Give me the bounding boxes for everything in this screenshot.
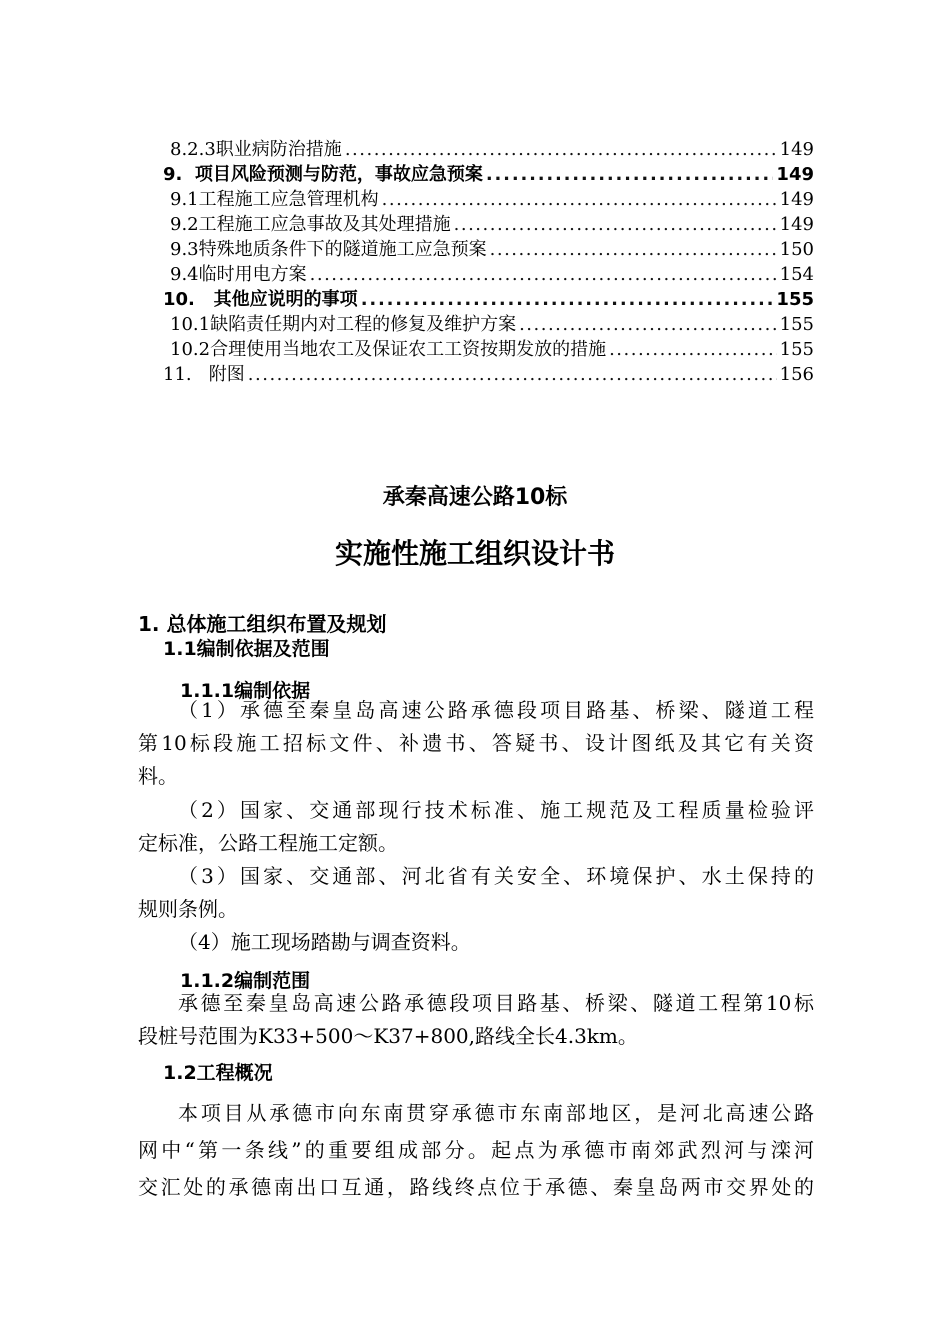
toc-entry-page: 155: [779, 314, 814, 335]
toc-entry-title: 8.2.3职业病防治措施: [170, 139, 342, 160]
toc-entry[interactable]: [170, 262, 814, 287]
toc-leader-dots: [248, 362, 777, 387]
toc-leader-dots: [454, 212, 777, 237]
toc-entry-page: 156: [779, 364, 814, 385]
paragraph-line: 本项目从承德市向东南贯穿承德市东南部地区，是河北高速公路: [178, 1101, 814, 1125]
toc-entry[interactable]: [163, 362, 814, 387]
toc-leader-dots: [519, 312, 777, 337]
paragraph-line: （3）国家、交通部、河北省有关安全、环境保护、水土保持的: [178, 864, 814, 888]
paragraph-line: 料。: [138, 764, 178, 788]
toc-entry-title: 10. 其他应说明的事项: [163, 289, 358, 310]
toc-entry-title: 10.2合理使用当地农工及保证农工工资按期发放的措施: [170, 339, 607, 360]
toc-entry-title: 9. 项目风险预测与防范，事故应急预案: [163, 164, 483, 185]
toc-leader-dots: [486, 162, 774, 187]
section-heading-1-1-1: 1.1.1编制依据: [180, 680, 311, 702]
toc-entry-title: 10.1缺陷责任期内对工程的修复及维护方案: [170, 314, 517, 335]
paragraph-line: 承德至秦皇岛高速公路承德段项目路基、桥梁、隧道工程第10标: [178, 991, 814, 1015]
section-heading-1-1-2: 1.1.2编制范围: [180, 970, 311, 992]
toc-entry-page: 154: [779, 264, 814, 285]
basis-item-2: [138, 794, 814, 860]
toc-entry[interactable]: [170, 187, 814, 212]
toc-entry-title: 9.1工程施工应急管理机构: [170, 189, 379, 210]
toc-entry-page: 149: [779, 214, 814, 235]
toc-entry[interactable]: [170, 312, 814, 337]
paragraph-line: 网中“第一条线”的重要组成部分。起点为承德市南郊武烈河与滦河: [138, 1138, 814, 1162]
toc-entry-page: 149: [779, 139, 814, 160]
toc-leader-dots: [382, 187, 777, 212]
toc-leader-dots: [310, 262, 777, 287]
toc-entry-page: 149: [776, 164, 814, 185]
paragraph-line: 段桩号范围为K33+500～K37+800,路线全长4.3km。: [138, 1024, 638, 1048]
toc-entry-page: 149: [779, 189, 814, 210]
paragraph-line: 规则条例。: [138, 897, 238, 921]
toc-entry[interactable]: [170, 337, 814, 362]
paragraph-line: （2）国家、交通部现行技术标准、施工规范及工程质量检验评: [178, 798, 814, 822]
toc-entry-title: 11. 附图: [163, 364, 245, 385]
toc-leader-dots: [609, 337, 777, 362]
paragraph-line: （4）施工现场踏勘与调查资料。: [178, 930, 471, 954]
toc-entry-page: 150: [779, 239, 814, 260]
section-heading-1-2: 1.2工程概况: [163, 1062, 273, 1084]
toc-entry[interactable]: [170, 237, 814, 262]
toc-leader-dots: [361, 287, 774, 312]
toc-leader-dots: [345, 137, 777, 162]
toc-entry-page: 155: [776, 289, 814, 310]
section-heading-1-1: 1.1编制依据及范围: [163, 638, 330, 660]
scope-paragraph: [138, 987, 814, 1053]
toc-entry[interactable]: [170, 137, 814, 162]
toc-entry-title: 9.2工程施工应急事故及其处理措施: [170, 214, 451, 235]
toc-entry[interactable]: [163, 162, 814, 187]
paragraph-line: 交汇处的承德南出口互通，路线终点位于承德、秦皇岛两市交界处的: [138, 1175, 814, 1199]
section-heading-1: 1. 总体施工组织布置及规划: [138, 612, 387, 636]
document-title: 承秦高速公路10标: [382, 485, 568, 510]
basis-item-4: [138, 926, 814, 959]
toc-leader-dots: [490, 237, 777, 262]
document-subtitle: 实施性施工组织设计书: [334, 537, 615, 570]
toc-entry-title: 9.3特殊地质条件下的隧道施工应急预案: [170, 239, 487, 260]
toc-entry-page: 155: [779, 339, 814, 360]
paragraph-line: （1）承德至秦皇岛高速公路承德段项目路基、桥梁、隧道工程: [178, 698, 814, 722]
overview-paragraph: [138, 1095, 814, 1206]
basis-item-1: [138, 694, 814, 793]
paragraph-line: 定标准，公路工程施工定额。: [138, 831, 398, 855]
paragraph-line: 第10标段施工招标文件、补遗书、答疑书、设计图纸及其它有关资: [138, 731, 814, 755]
toc-entry[interactable]: [170, 212, 814, 237]
basis-item-3: [138, 860, 814, 926]
toc-entry-title: 9.4临时用电方案: [170, 264, 307, 285]
toc-entry[interactable]: [163, 287, 814, 312]
